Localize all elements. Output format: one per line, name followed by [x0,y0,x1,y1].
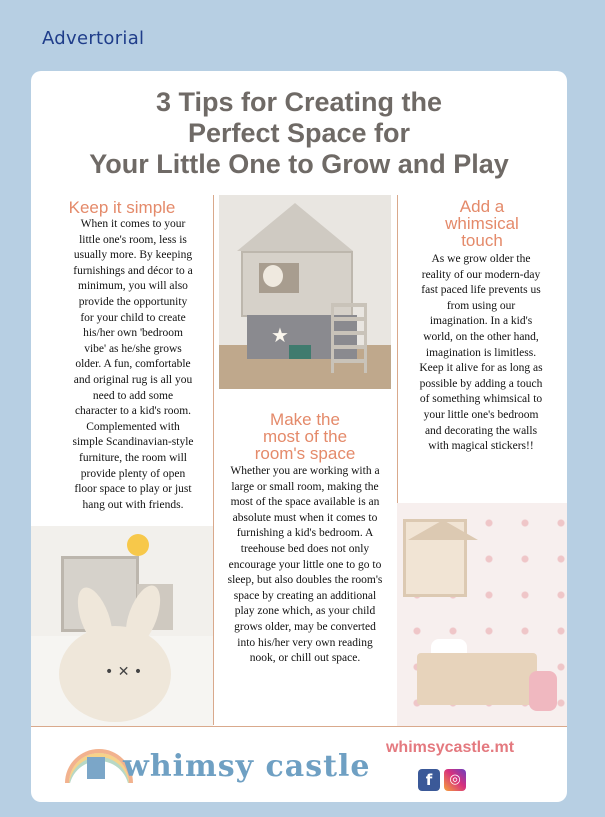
star-cushion-icon: ★ [271,323,289,347]
heading-whimsical-line-2: whimsical [445,214,519,233]
instagram-icon[interactable]: ◎ [444,769,466,791]
castle-icon [87,757,105,779]
title-line-1: 3 Tips for Creating the [155,87,443,117]
website-link[interactable]: whimsycastle.mt [385,739,515,756]
heading-room-space [213,411,397,462]
facebook-icon[interactable]: f [418,769,440,791]
heading-room-space-line-1: Make the [270,410,340,429]
body-whimsical-touch: As we grow older the reality of our modern-day fast paced life prevents us from using our imagination. In a kid's world, on the other hand, imagination is limitless. Keep it alive for as long as possible by adding a touch of something whimsical to your little one's bedroom and decorating the walls with magical stickers!! [419,253,543,453]
heading-room-space-line-3: room's space [254,444,356,463]
footer-divider [31,726,567,727]
dollhouse-bedroom-photo [397,503,567,726]
body-room-space: Whether you are working with a large or small room, making the most of the space available is an absolute must when it comes to furnishing a kid's bedroom. A treehouse bed does not only encourage your little one to go to sleep, but also doubles the room's space by creating an additional play zone which, as your child grows older, may be converted into his/her very own reading nook, or chill out space. [227,465,383,665]
heading-keep-it-simple: Keep it simple [68,198,176,217]
heading-room-space-line-2: most of the [262,427,348,446]
heading-whimsical-line-1: Add a [459,197,505,216]
title-line-3: Your Little One to Grow and Play [89,149,509,179]
heading-whimsical-line-3: touch [461,231,503,250]
body-keep-it-simple: When it comes to your little one's room, less is usually more. By keeping furnishings and décor to a minimum, you will also provide the opportunity for your child to create his/her own 'bedroom vibe' as he/she grows older. A fun, comfortable and original rug is all you need to add some character to a kid's room. Complemented with simple Scandinavian-style furniture, the room will provide plenty of open floor space to play or just hang out with friends. [72,218,194,511]
logo-wordmark: whimsy castle [123,749,371,784]
treehouse-bed-photo [219,195,391,389]
heading-whimsical-touch [397,198,567,249]
article-card [31,71,567,802]
whimsy-castle-logo[interactable] [65,743,371,793]
advertorial-label: Advertorial [42,28,145,49]
article-title [31,87,567,180]
title-line-2: Perfect Space for [187,118,411,148]
miffy-rug-room-photo [31,526,213,726]
rug-face-icon: • ✕ • [105,664,143,680]
